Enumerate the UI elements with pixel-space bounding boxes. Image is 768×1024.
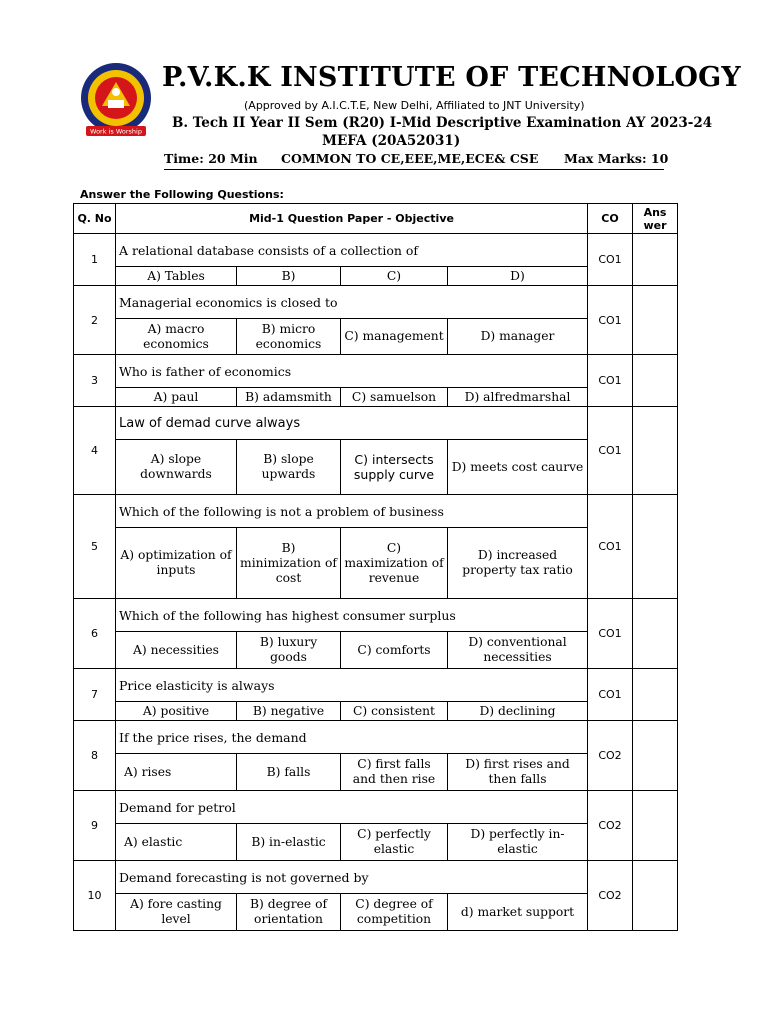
option-d: D) increased property tax ratio bbox=[448, 528, 588, 599]
course-outcome: CO1 bbox=[588, 355, 633, 407]
option-c: C) comforts bbox=[341, 632, 448, 669]
option-d: D) conventional necessities bbox=[448, 632, 588, 669]
question-text: Who is father of economics bbox=[116, 355, 588, 388]
options-row bbox=[74, 702, 678, 721]
question-row bbox=[74, 791, 678, 824]
option-d: d) market support bbox=[448, 894, 588, 931]
option-a: A) fore casting level bbox=[116, 894, 237, 931]
option-d: D) alfredmarshal bbox=[448, 388, 588, 407]
option-c: C) samuelson bbox=[341, 388, 448, 407]
course-outcome: CO2 bbox=[588, 791, 633, 861]
option-d: D) manager bbox=[448, 319, 588, 355]
question-text: Managerial economics is closed to bbox=[116, 286, 588, 319]
option-a: A) slope downwards bbox=[116, 440, 237, 495]
question-number: 2 bbox=[74, 286, 116, 355]
option-a: A) optimization of inputs bbox=[116, 528, 237, 599]
answer-cell[interactable] bbox=[633, 234, 678, 286]
course-outcome: CO1 bbox=[588, 495, 633, 599]
question-number: 5 bbox=[74, 495, 116, 599]
header-title: Mid-1 Question Paper - Objective bbox=[116, 204, 588, 234]
options-row bbox=[74, 267, 678, 286]
question-table bbox=[73, 203, 678, 931]
option-d: D) first rises and then falls bbox=[448, 754, 588, 791]
option-c: C) maximization of revenue bbox=[341, 528, 448, 599]
question-text: Which of the following has highest consumer surplus bbox=[116, 599, 588, 632]
exam-title: B. Tech II Year II Sem (R20) I-Mid Descriptive Examination AY 2023-24 bbox=[172, 115, 713, 131]
course-outcome: CO1 bbox=[588, 407, 633, 495]
question-text: A relational database consists of a collection of bbox=[116, 234, 588, 267]
answer-cell[interactable] bbox=[633, 286, 678, 355]
question-row bbox=[74, 599, 678, 632]
question-row bbox=[74, 286, 678, 319]
option-b: B) luxury goods bbox=[237, 632, 341, 669]
option-a: A) necessities bbox=[116, 632, 237, 669]
course-outcome: CO1 bbox=[588, 234, 633, 286]
option-b: B) negative bbox=[237, 702, 341, 721]
question-row bbox=[74, 495, 678, 528]
options-row bbox=[74, 388, 678, 407]
option-c: C) perfectly elastic bbox=[341, 824, 448, 861]
course-outcome: CO1 bbox=[588, 599, 633, 669]
table-header-row bbox=[74, 204, 678, 234]
option-d: D) perfectly in-elastic bbox=[448, 824, 588, 861]
instruction-text: Answer the Following Questions: bbox=[80, 188, 284, 201]
subject-code: MEFA (20A52031) bbox=[322, 133, 461, 149]
answer-cell[interactable] bbox=[633, 599, 678, 669]
answer-cell[interactable] bbox=[633, 861, 678, 931]
options-row bbox=[74, 754, 678, 791]
question-text: Price elasticity is always bbox=[116, 669, 588, 702]
option-a: A) paul bbox=[116, 388, 237, 407]
option-a: A) macro economics bbox=[116, 319, 237, 355]
option-a: A) rises bbox=[116, 754, 237, 791]
option-d: D) declining bbox=[448, 702, 588, 721]
question-row bbox=[74, 407, 678, 440]
option-b: B) degree of orientation bbox=[237, 894, 341, 931]
option-b: B) in-elastic bbox=[237, 824, 341, 861]
question-text: Demand forecasting is not governed by bbox=[116, 861, 588, 894]
option-a: A) Tables bbox=[116, 267, 237, 286]
answer-cell[interactable] bbox=[633, 355, 678, 407]
course-outcome: CO2 bbox=[588, 861, 633, 931]
option-b: B) slope upwards bbox=[237, 440, 341, 495]
course-outcome: CO2 bbox=[588, 721, 633, 791]
answer-cell[interactable] bbox=[633, 669, 678, 721]
option-b: B) minimization of cost bbox=[237, 528, 341, 599]
question-number: 6 bbox=[74, 599, 116, 669]
exam-meta-line bbox=[164, 151, 669, 170]
answer-cell[interactable] bbox=[633, 407, 678, 495]
options-row bbox=[74, 824, 678, 861]
exam-branches: COMMON TO CE,EEE,ME,ECE& CSE bbox=[281, 151, 539, 166]
question-number: 7 bbox=[74, 669, 116, 721]
option-a: A) positive bbox=[116, 702, 237, 721]
course-outcome: CO1 bbox=[588, 286, 633, 355]
question-text: If the price rises, the demand bbox=[116, 721, 588, 754]
question-number: 1 bbox=[74, 234, 116, 286]
question-row bbox=[74, 861, 678, 894]
header-qno: Q. No bbox=[74, 204, 116, 234]
logo-motto: Work is Worship bbox=[90, 127, 142, 136]
option-b: B) micro economics bbox=[237, 319, 341, 355]
option-c: C) management bbox=[341, 319, 448, 355]
question-row bbox=[74, 234, 678, 267]
options-row bbox=[74, 632, 678, 669]
option-c: C) degree of competition bbox=[341, 894, 448, 931]
exam-time: Time: 20 Min bbox=[164, 151, 258, 166]
question-row bbox=[74, 355, 678, 388]
option-b: B) adamsmith bbox=[237, 388, 341, 407]
answer-cell[interactable] bbox=[633, 791, 678, 861]
max-marks: Max Marks: 10 bbox=[564, 151, 669, 166]
option-a: A) elastic bbox=[116, 824, 237, 861]
option-b: B) bbox=[237, 267, 341, 286]
question-row bbox=[74, 669, 678, 702]
answer-cell[interactable] bbox=[633, 495, 678, 599]
approval-line: (Approved by A.I.C.T.E, New Delhi, Affiliated to JNT University) bbox=[244, 99, 585, 112]
institute-name: P.V.K.K INSTITUTE OF TECHNOLOGY bbox=[162, 62, 741, 93]
option-b: B) falls bbox=[237, 754, 341, 791]
question-text: Law of demad curve always bbox=[116, 407, 588, 440]
options-row bbox=[74, 894, 678, 931]
option-c: C) bbox=[341, 267, 448, 286]
course-outcome: CO1 bbox=[588, 669, 633, 721]
option-c: C) consistent bbox=[341, 702, 448, 721]
option-c: C) first falls and then rise bbox=[341, 754, 448, 791]
question-number: 4 bbox=[74, 407, 116, 495]
header-co: CO bbox=[588, 204, 633, 234]
option-d: D) bbox=[448, 267, 588, 286]
institute-logo bbox=[78, 62, 154, 138]
answer-cell[interactable] bbox=[633, 721, 678, 791]
question-text: Demand for petrol bbox=[116, 791, 588, 824]
question-number: 10 bbox=[74, 861, 116, 931]
options-row bbox=[74, 440, 678, 495]
question-number: 3 bbox=[74, 355, 116, 407]
option-d: D) meets cost caurve bbox=[448, 440, 588, 495]
question-number: 8 bbox=[74, 721, 116, 791]
options-row bbox=[74, 528, 678, 599]
question-row bbox=[74, 721, 678, 754]
option-c: C) intersects supply curve bbox=[341, 440, 448, 495]
header-answer: Ans wer bbox=[633, 204, 678, 234]
options-row bbox=[74, 319, 678, 355]
question-number: 9 bbox=[74, 791, 116, 861]
question-text: Which of the following is not a problem of business bbox=[116, 495, 588, 528]
